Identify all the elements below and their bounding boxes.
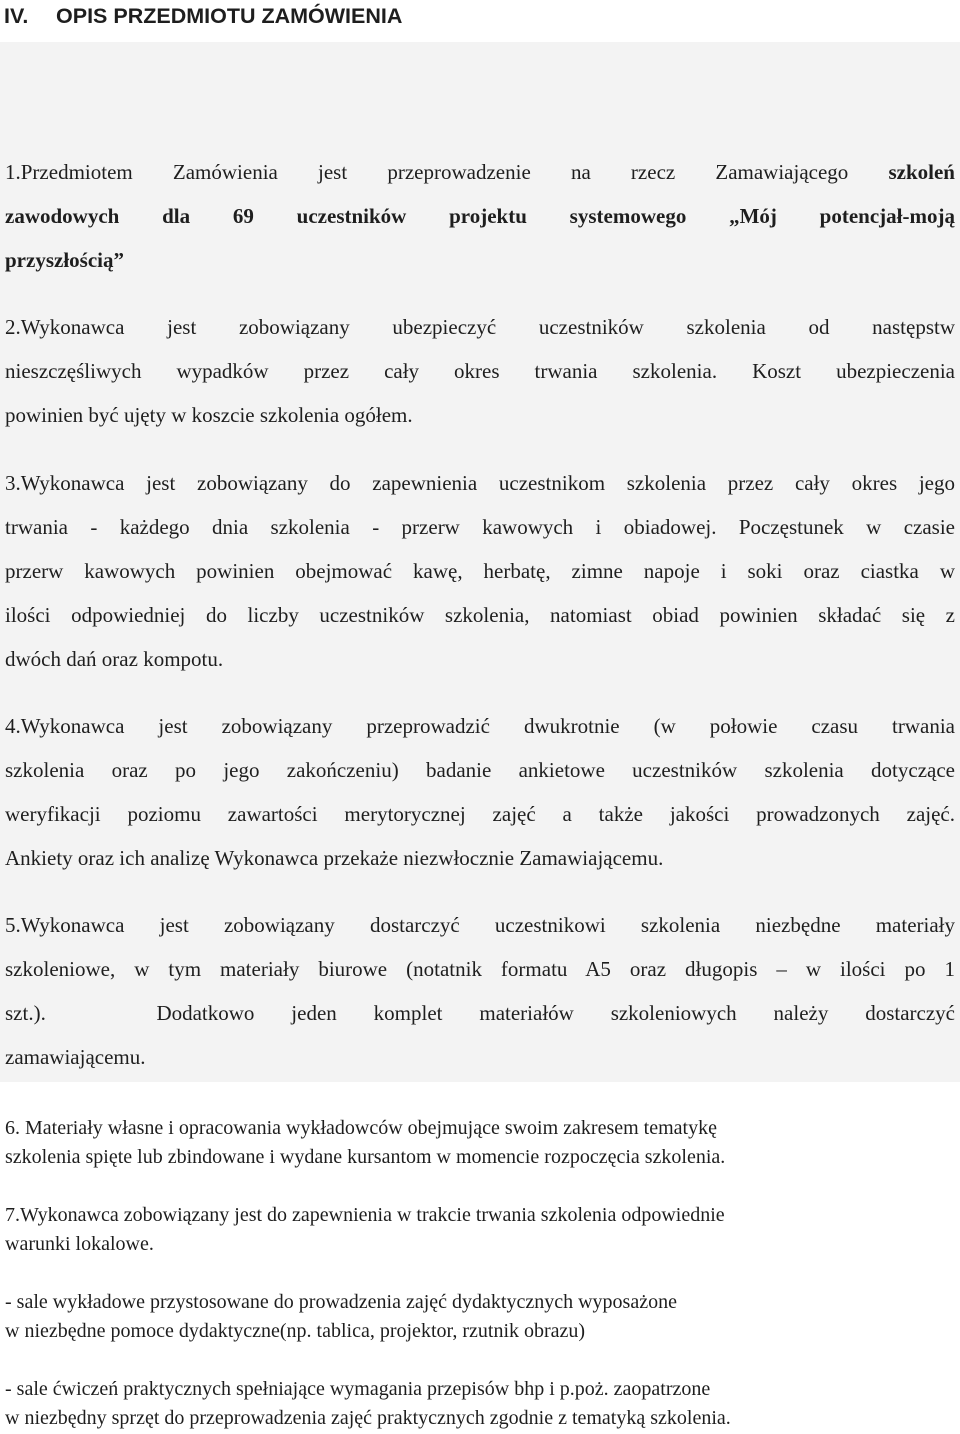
paragraph-1-line-1: 1.Przedmiotem Zamówienia jest przeprowadzenie na rzecz Zamawiającego szkoleń bbox=[5, 160, 955, 184]
paragraph-5-line-1: 5.Wykonawca jest zobowiązany dostarczyć uczestnikowi szkolenia niezbędne materiały bbox=[5, 913, 955, 937]
paragraph-2-line-2: nieszczęśliwych wypadków przez cały okres trwania szkolenia. Koszt ubezpieczenia bbox=[5, 359, 955, 383]
list-item-2 bbox=[5, 1375, 731, 1433]
list-item-2-line-2: w niezbędny sprzęt do przeprowadzenia zajęć praktycznych zgodnie z tematyką szkolenia. bbox=[5, 1407, 731, 1429]
paragraph-3-line-1: 3.Wykonawca jest zobowiązany do zapewnienia uczestnikom szkolenia przez cały okres jego bbox=[5, 471, 955, 495]
paragraph-3 bbox=[5, 461, 955, 681]
paragraph-4-line-1: 4.Wykonawca jest zobowiązany przeprowadzić dwukrotnie (w połowie czasu trwania bbox=[5, 714, 955, 738]
paragraph-3-line-2: trwania - każdego dnia szkolenia - przerw kawowych i obiadowej. Poczęstunek w czasie bbox=[5, 515, 955, 539]
paragraph-1-bold-word: szkoleń bbox=[888, 160, 955, 184]
section-heading bbox=[4, 4, 403, 29]
list-item-1 bbox=[5, 1288, 677, 1346]
paragraph-5-line-2: szkoleniowe, w tym materiały biurowe (notatnik formatu A5 oraz długopis – w ilości po 1 bbox=[5, 957, 955, 981]
paragraph-6-line-1: 6. Materiały własne i opracowania wykładowców obejmujące swoim zakresem tematykę bbox=[5, 1117, 717, 1139]
paragraph-1-line-2: zawodowych dla 69 uczestników projektu systemowego „Mój potencjał-moją bbox=[5, 204, 955, 228]
paragraph-5-line-4: zamawiającemu. bbox=[5, 1045, 146, 1069]
paragraph-3-line-3: przerw kawowych powinien obejmować kawę, herbatę, zimne napoje i soki oraz ciastka w bbox=[5, 559, 955, 583]
paragraph-1-line-3: przyszłością” bbox=[5, 248, 124, 272]
paragraph-3-line-5: dwóch dań oraz kompotu. bbox=[5, 647, 224, 671]
list-item-1-line-1: - sale wykładowe przystosowane do prowadzenia zajęć dydaktycznych wyposażone bbox=[5, 1291, 677, 1313]
paragraph-7-line-2: warunki lokalowe. bbox=[5, 1233, 154, 1255]
paragraph-5-line-3: szt.). Dodatkowo jeden komplet materiałów szkoleniowych należy dostarczyć bbox=[5, 1001, 955, 1025]
paragraph-2 bbox=[5, 305, 955, 437]
paragraph-3-line-4: ilości odpowiedniej do liczby uczestników szkolenia, natomiast obiad powinien składać się z bbox=[5, 603, 955, 627]
paragraph-4-line-3: weryfikacji poziomu zawartości merytorycznej zajęć a także jakości prowadzonych zajęć. bbox=[5, 802, 955, 826]
paragraph-6 bbox=[5, 1114, 725, 1172]
paragraph-2-line-1: 2.Wykonawca jest zobowiązany ubezpieczyć uczestników szkolenia od następstw bbox=[5, 315, 955, 339]
list-item-1-line-2: w niezbędne pomoce dydaktyczne(np. tablica, projektor, rzutnik obrazu) bbox=[5, 1320, 586, 1342]
paragraph-1 bbox=[5, 150, 955, 282]
paragraph-7 bbox=[5, 1201, 725, 1259]
paragraph-4-line-4: Ankiety oraz ich analizę Wykonawca przekaże niezwłocznie Zamawiającemu. bbox=[5, 846, 664, 870]
section-number: IV. bbox=[4, 4, 29, 28]
list-item-2-line-1: - sale ćwiczeń praktycznych spełniające wymagania przepisów bhp i p.poż. zaopatrzone bbox=[5, 1378, 711, 1400]
paragraph-4-line-2: szkolenia oraz po jego zakończeniu) badanie ankietowe uczestników szkolenia dotyczące bbox=[5, 758, 955, 782]
paragraph-2-line-3: powinien być ujęty w koszcie szkolenia ogółem. bbox=[5, 403, 413, 427]
paragraph-4 bbox=[5, 704, 955, 880]
paragraph-7-line-1: 7.Wykonawca zobowiązany jest do zapewnienia w trakcie trwania szkolenia odpowiednie bbox=[5, 1204, 725, 1226]
paragraph-6-line-2: szkolenia spięte lub zbindowane i wydane kursantom w momencie rozpoczęcia szkolenia. bbox=[5, 1146, 726, 1168]
section-title: OPIS PRZEDMIOTU ZAMÓWIENIA bbox=[56, 4, 403, 28]
paragraph-5 bbox=[5, 903, 955, 1079]
